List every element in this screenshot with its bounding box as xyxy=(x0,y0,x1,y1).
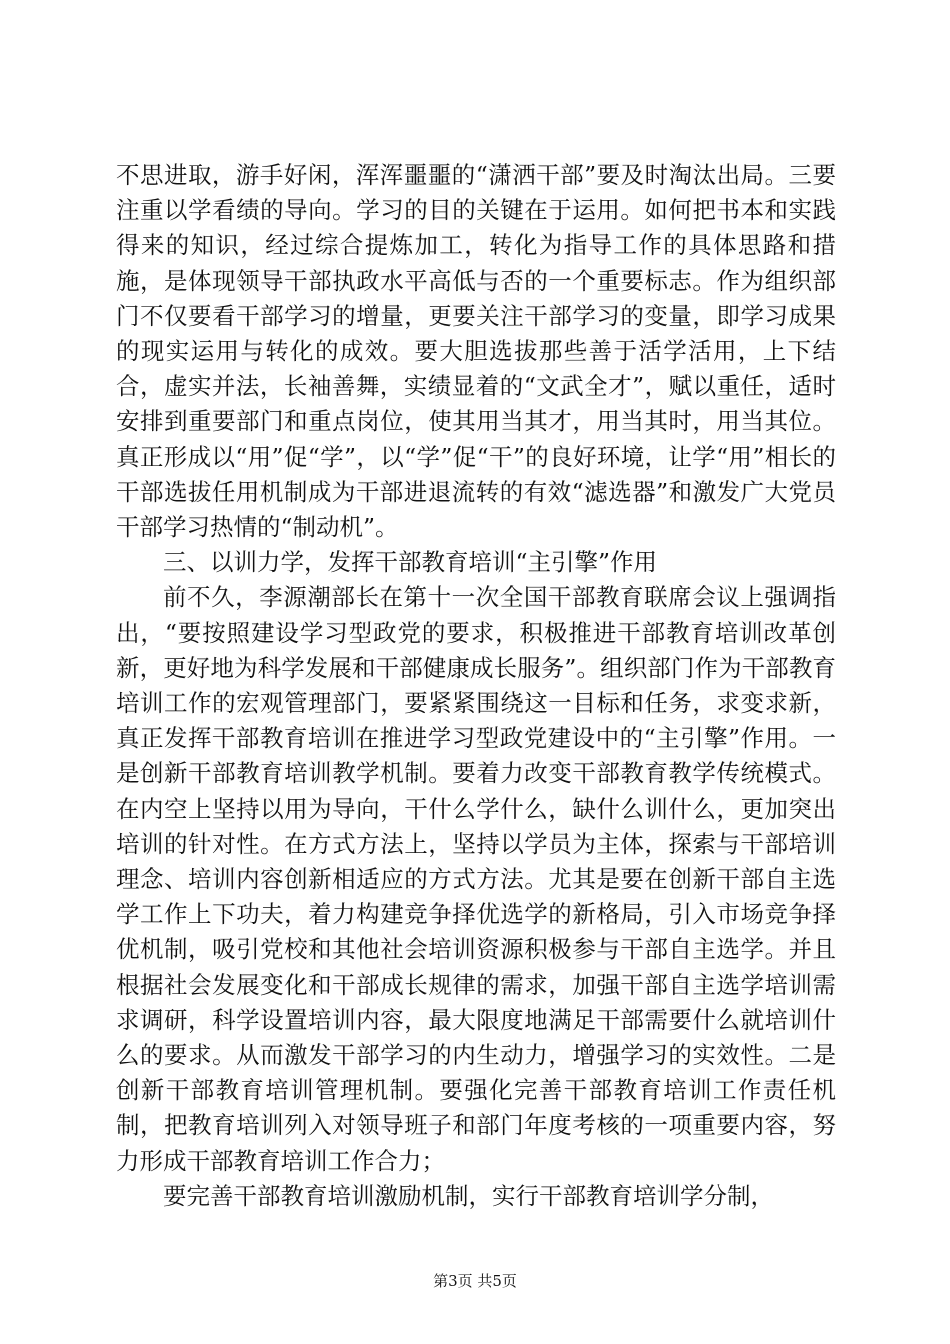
paragraph-continuation: 不思进取，游手好闲，浑浑噩噩的“潇洒干部”要及时淘汰出局。三要注重以学看绩的导向。学习的目的关键在于运用。如何把书本和实践得来的知识，经过综合提炼加工，转化为指导工作的具体思路和措施，是体现领导干部执政水平高低与否的一个重要标志。作为组织部门不仅要看干部学习的增量，更要关注干部学习的变量，即学习成果的现实运用与转化的成效。要大胆选拔那些善于活学活用，上下结合，虚实并法，长袖善舞，实绩显着的“文武全才”，赋以重任，适时安排到重要部门和重点岗位，使其用当其才，用当其时，用当其位。真正形成以“用”促“学”，以“学”促“干”的良好环境，让学“用”相长的干部选拔任用机制成为干部进退流转的有效“滤选器”和激发广大党员干部学习热情的“制动机”。 xyxy=(116,161,836,542)
document-body xyxy=(116,158,836,1214)
paragraph-body-last: 要完善干部教育培训激励机制，实行干部教育培训学分制， xyxy=(163,1181,774,1210)
section-heading: 三、以训力学，发挥干部教育培训“主引擎”作用 xyxy=(163,548,658,577)
page-footer: 第3页 共5页 xyxy=(433,1272,517,1290)
paragraph-body: 前不久，李源潮部长在第十一次全国干部教育联席会议上强调指出，“要按照建设学习型政党的要求，积极推进干部教育培训改革创新，更好地为科学发展和干部健康成长服务”。组织部门作为干部教育培训工作的宏观管理部门，要紧紧围绕这一目标和任务，求变求新，真正发挥干部教育培训在推进学习型政党建设中的“主引擎”作用。一是创新干部教育培训教学机制。要着力改变干部教育教学传统模式。在内空上坚持以用为导向，干什么学什么，缺什么训什么，更加突出培训的针对性。在方式方法上，坚持以学员为主体，探索与干部培训理念、培训内容创新相适应的方式方法。尤其是要在创新干部自主选学工作上下功夫，着力构建竞争择优选学的新格局，引入市场竞争择优机制，吸引党校和其他社会培训资源积极参与干部自主选学。并且根据社会发展变化和干部成长规律的需求，加强干部自主选学培训需求调研，科学设置培训内容，最大限度地满足干部需要什么就培训什么的要求。从而激发干部学习的内生动力，增强学习的实效性。二是创新干部教育培训管理机制。要强化完善干部教育培训工作责任机制，把教育培训列入对领导班子和部门年度考核的一项重要内容，努力形成干部教育培训工作合力； xyxy=(116,583,836,1175)
